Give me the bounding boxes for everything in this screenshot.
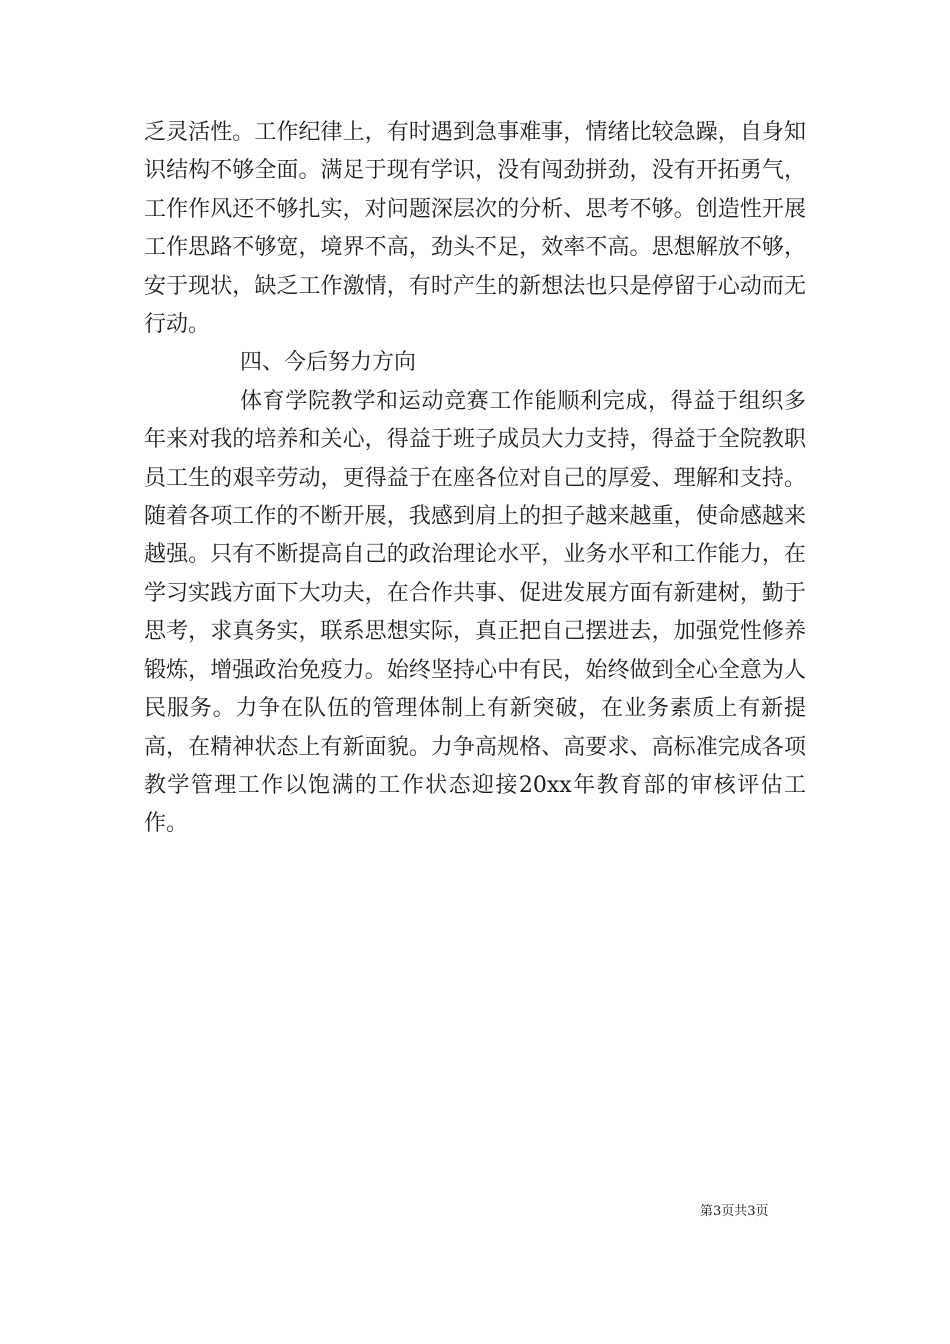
paragraph-future-direction: 体育学院教学和运动竞赛工作能顺利完成，得益于组织多年来对我的培养和关心，得益于班子成员大力支持，得益于全院教职员工生的艰辛劳动，更得益于在座各位对自己的厚爱、理解和支持。随着各项工作的不断开展，我感到肩上的担子越来越重，使命感越来越强。只有不断提高自己的政治理论水平，业务水平和工作能力，在学习实践方面下大功夫，在合作共事、促进发展方面有新建树，勤于思考，求真务实，联系思想实际，真正把自己摆进去，加强党性修养锻炼，增强政治免疫力。始终坚持心中有民，始终做到全心全意为人民服务。力争在队伍的管理体制上有新突破，在业务素质上有新提高，在精神状态上有新面貌。力争高规格、高要求、高标准完成各项教学管理工作以饱满的工作状态迎接20xx年教育部的审核评估工作。 [144,388,806,837]
page-number-footer: 第3页共3页 [700,1204,769,1219]
document-body [144,114,806,844]
section-heading: 四、今后努力方向 [240,350,417,376]
paragraph-continuation: 乏灵活性。工作纪律上，有时遇到急事难事，情绪比较急躁，自身知识结构不够全面。满足于现有学识，没有闯劲拼劲，没有开拓勇气，工作作风还不够扎实，对问题深层次的分析、思考不够。创造性开展工作思路不够宽，境界不高，劲头不足，效率不高。思想解放不够，安于现状，缺乏工作激情，有时产生的新想法也只是停留于心动而无行动。 [144,120,806,338]
